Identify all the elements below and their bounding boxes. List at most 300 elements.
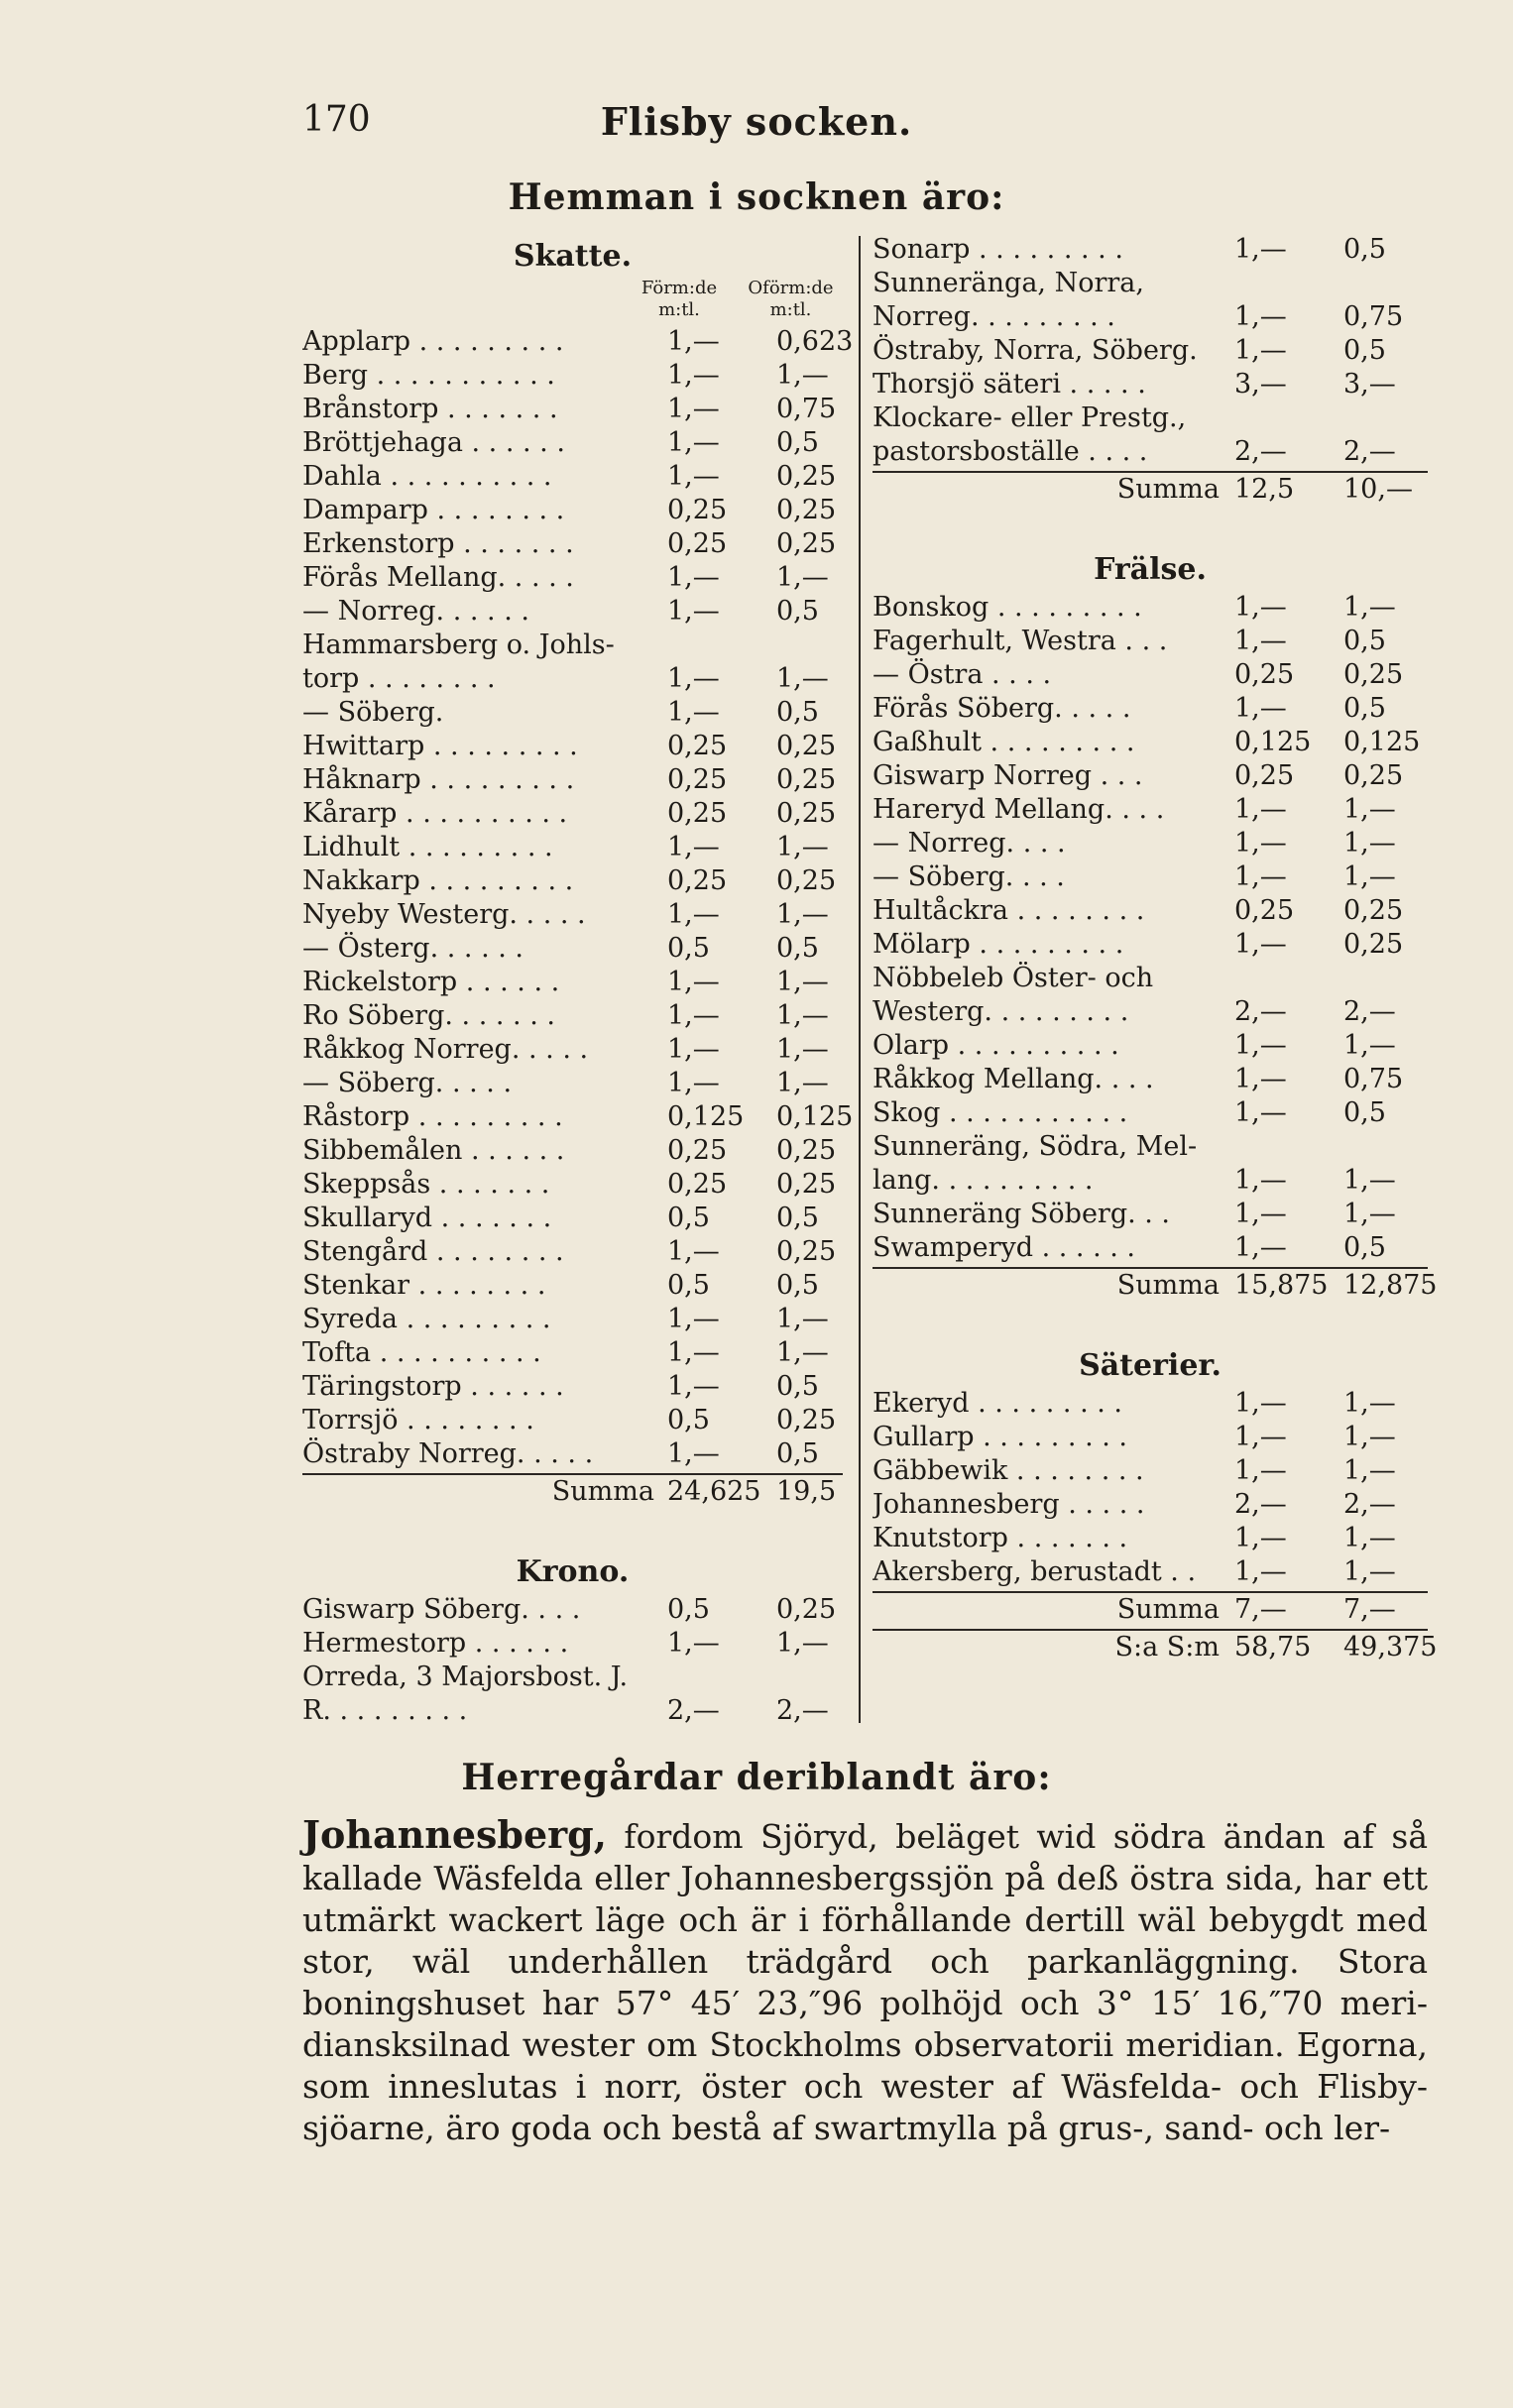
row-value-oformedlade: 0,5 <box>1343 234 1386 265</box>
row-name: Syreda . . . . . . . . . <box>302 1304 551 1334</box>
row-name: Nöbbeleb Öster- och Westerg. . . . . . . . . <box>873 963 1154 1027</box>
row-value-oformedlade: 0,25 <box>776 1236 837 1267</box>
column-header-formedlade: Förm:de m:tl. <box>640 278 718 320</box>
row-name: Tofta . . . . . . . . . . <box>302 1337 541 1368</box>
row-value-oformedlade: 0,5 <box>776 697 819 728</box>
row-name: Gullarp . . . . . . . . . <box>873 1422 1128 1452</box>
row-value-formedlade: 0,5 <box>667 1594 710 1625</box>
row-value-formedlade: 1,— <box>667 394 720 424</box>
row-value-formedlade: 1,— <box>1234 794 1287 825</box>
skatte-continued-table <box>873 233 1428 469</box>
row-value-oformedlade: 0,25 <box>1343 929 1404 960</box>
section-title-saterier: Säterier. <box>1079 1348 1222 1383</box>
row-value-oformedlade: 1,— <box>776 832 829 862</box>
row-name: Råkkog Norreg. . . . . <box>302 1034 589 1065</box>
summa-value-formedlade: 7,— <box>1234 1594 1287 1625</box>
row-value-oformedlade: 0,25 <box>1343 895 1404 926</box>
table-row <box>873 1231 1428 1265</box>
running-head <box>0 99 1513 159</box>
grand-total-row <box>873 1629 1438 1664</box>
table-row <box>302 527 843 561</box>
row-value-oformedlade: 0,25 <box>776 528 837 559</box>
table-row <box>302 1269 843 1303</box>
row-value-formedlade: 0,5 <box>667 933 710 964</box>
row-value-formedlade: 1,— <box>667 1438 720 1469</box>
row-value-formedlade: 1,— <box>1234 828 1287 859</box>
row-value-oformedlade: 1,— <box>1343 1030 1396 1061</box>
table-row <box>302 1100 854 1134</box>
row-value-oformedlade: 1,— <box>776 1068 829 1098</box>
row-value-formedlade: 0,25 <box>1234 895 1295 926</box>
row-value-oformedlade: 1,— <box>776 1000 829 1031</box>
table-row <box>873 658 1428 692</box>
row-value-formedlade: 0,25 <box>667 495 728 525</box>
row-name: Rickelstorp . . . . . . <box>302 967 560 997</box>
row-value-oformedlade: 1,— <box>1343 828 1396 859</box>
table-row <box>302 831 843 864</box>
row-value-oformedlade: 2,— <box>776 1695 829 1726</box>
row-value-formedlade: 1,— <box>667 1628 720 1659</box>
row-name: Thorsjö säteri . . . . . <box>873 369 1146 400</box>
row-value-oformedlade: 3,— <box>1343 369 1396 400</box>
row-value-formedlade: 1,— <box>667 663 720 694</box>
row-value-formedlade: 1,— <box>667 461 720 492</box>
table-row <box>302 1235 843 1269</box>
row-value-formedlade: 1,— <box>1234 592 1287 623</box>
row-value-formedlade: 1,— <box>1234 1455 1287 1486</box>
table-row <box>873 1421 1428 1454</box>
table-row <box>873 793 1428 827</box>
row-value-formedlade: 0,5 <box>667 1203 710 1233</box>
row-value-formedlade: 0,25 <box>667 1135 728 1166</box>
table-row <box>873 267 1428 334</box>
row-value-formedlade: 1,— <box>667 1371 720 1402</box>
row-value-oformedlade: 0,25 <box>776 495 837 525</box>
row-value-formedlade: 2,— <box>667 1695 720 1726</box>
row-value-oformedlade: 0,25 <box>1343 760 1404 791</box>
table-row <box>302 1134 843 1168</box>
row-value-formedlade: 1,— <box>1234 1064 1287 1094</box>
row-name: Förås Söberg. . . . . <box>873 693 1131 724</box>
column-divider <box>859 236 861 1723</box>
row-value-oformedlade: 0,25 <box>776 1169 837 1200</box>
summa-value-formedlade: 12,5 <box>1234 474 1295 505</box>
row-value-oformedlade: 1,— <box>776 1628 829 1659</box>
table-row <box>873 1454 1428 1488</box>
row-value-oformedlade: 1,— <box>1343 1388 1396 1419</box>
row-value-formedlade: 1,— <box>1234 1523 1287 1553</box>
skatte-continued-summa-row <box>873 471 1428 507</box>
table-row <box>302 999 843 1033</box>
row-name: Akersberg, berustadt . . <box>873 1556 1197 1587</box>
row-name: Hultåckra . . . . . . . . <box>873 895 1145 926</box>
row-value-formedlade: 1,— <box>667 596 720 627</box>
row-value-oformedlade: 1,— <box>1343 1523 1396 1553</box>
row-name: Östraby Norreg. . . . . <box>302 1438 594 1469</box>
table-row <box>302 1336 843 1370</box>
table-row <box>302 1661 843 1728</box>
row-value-oformedlade: 0,5 <box>776 427 819 458</box>
row-value-oformedlade: 0,5 <box>1343 693 1386 724</box>
row-value-formedlade: 1,— <box>667 1337 720 1368</box>
table-row <box>302 763 843 797</box>
table-row <box>302 325 854 359</box>
summa-value-oformedlade: 10,— <box>1343 474 1413 505</box>
row-value-oformedlade: 2,— <box>1343 1489 1396 1520</box>
row-value-oformedlade: 0,5 <box>776 1438 819 1469</box>
row-value-oformedlade: 0,5 <box>1343 335 1386 366</box>
row-value-oformedlade: 1,— <box>776 1337 829 1368</box>
row-value-formedlade: 1,— <box>667 360 720 391</box>
row-name: Hammarsberg o. Johls-torp . . . . . . . . <box>302 630 615 694</box>
row-value-oformedlade: 0,25 <box>776 1594 837 1625</box>
table-row <box>302 1627 843 1661</box>
row-name: Stenkar . . . . . . . . <box>302 1270 546 1301</box>
row-name: — Österg. . . . . . <box>302 933 524 964</box>
row-value-formedlade: 1,— <box>667 1068 720 1098</box>
table-row <box>302 1303 843 1336</box>
row-value-formedlade: 0,25 <box>1234 760 1295 791</box>
row-name: Hareryd Mellang. . . . <box>873 794 1165 825</box>
summa-label: Summa <box>1116 1270 1220 1301</box>
row-value-formedlade: 2,— <box>1234 436 1287 467</box>
row-value-formedlade: 0,25 <box>1234 659 1295 690</box>
row-value-formedlade: 0,25 <box>667 731 728 761</box>
table-row <box>873 726 1428 759</box>
row-value-formedlade: 1,— <box>1234 1030 1287 1061</box>
row-value-oformedlade: 0,75 <box>776 394 837 424</box>
row-name: Skeppsås . . . . . . . <box>302 1169 550 1200</box>
row-name: — Söberg. . . . . <box>302 1068 513 1098</box>
table-row <box>302 393 843 426</box>
skatte-summa-row <box>302 1473 843 1509</box>
row-name: Giswarp Norreg . . . <box>873 760 1143 791</box>
row-name: Skog . . . . . . . . . . . <box>873 1097 1128 1128</box>
row-name: — Söberg. . . . <box>873 861 1065 892</box>
estate-name: Johannesberg, <box>302 1812 607 1857</box>
row-value-oformedlade: 0,25 <box>776 1135 837 1166</box>
row-value-oformedlade: 0,5 <box>776 1203 819 1233</box>
row-name: — Norreg. . . . <box>873 828 1066 859</box>
row-value-oformedlade: 0,5 <box>776 596 819 627</box>
row-name: Hwittarp . . . . . . . . . <box>302 731 578 761</box>
row-value-oformedlade: 0,5 <box>776 933 819 964</box>
row-name: Gäbbewik . . . . . . . . <box>873 1455 1144 1486</box>
left-column <box>302 233 854 1728</box>
row-value-formedlade: 0,5 <box>667 1405 710 1435</box>
row-name: Sunneränga, Norra, Norreg. . . . . . . . . <box>873 268 1144 332</box>
row-value-oformedlade: 1,— <box>1343 1199 1396 1229</box>
row-name: Damparp . . . . . . . . <box>302 495 565 525</box>
section-title-fralse: Frälse. <box>1094 552 1207 587</box>
row-value-oformedlade: 1,— <box>1343 1422 1396 1452</box>
table-row <box>302 426 843 460</box>
summa-label: Summa <box>551 1476 654 1507</box>
row-value-oformedlade: 1,— <box>776 562 829 593</box>
row-name: Ro Söberg. . . . . . . <box>302 1000 555 1031</box>
row-value-oformedlade: 0,5 <box>1343 626 1386 656</box>
table-row <box>302 696 843 730</box>
row-name: Nakkarp . . . . . . . . . <box>302 865 574 896</box>
row-value-oformedlade: 1,— <box>776 899 829 930</box>
row-name: — Söberg. <box>302 697 444 728</box>
table-row <box>302 629 843 696</box>
row-name: Swamperyd . . . . . . <box>873 1232 1136 1263</box>
table-row <box>873 591 1428 625</box>
row-value-oformedlade: 1,— <box>1343 1455 1396 1486</box>
row-value-formedlade: 0,25 <box>667 528 728 559</box>
row-name: Nyeby Westerg. . . . . <box>302 899 586 930</box>
section-title-krono: Krono. <box>516 1554 630 1589</box>
row-name: Orreda, 3 Majorsbost. J. R. . . . . . . . . <box>302 1662 629 1726</box>
table-row <box>302 595 843 629</box>
row-value-oformedlade: 0,25 <box>776 865 837 896</box>
row-value-formedlade: 1,— <box>667 899 720 930</box>
row-value-formedlade: 1,— <box>1234 335 1287 366</box>
row-name: — Östra . . . . <box>873 659 1052 690</box>
row-value-formedlade: 1,— <box>667 832 720 862</box>
row-value-oformedlade: 1,— <box>1343 1556 1396 1587</box>
row-value-formedlade: 2,— <box>1234 1489 1287 1520</box>
row-value-oformedlade: 0,623 <box>776 326 854 357</box>
row-value-formedlade: 1,— <box>1234 1388 1287 1419</box>
table-row <box>873 962 1428 1029</box>
table-row <box>302 898 843 932</box>
table-row <box>302 1593 843 1627</box>
summa-value-oformedlade: 12,875 <box>1343 1270 1438 1301</box>
skatte-table <box>302 325 854 1471</box>
section-title-skatte: Skatte. <box>513 239 633 274</box>
table-row <box>873 1387 1428 1421</box>
row-name: Sunneräng Söberg. . . <box>873 1199 1171 1229</box>
row-value-formedlade: 1,— <box>667 427 720 458</box>
row-value-formedlade: 0,25 <box>667 1169 728 1200</box>
row-name: Råkkog Mellang. . . . <box>873 1064 1154 1094</box>
table-row <box>302 494 843 527</box>
row-value-oformedlade: 2,— <box>1343 436 1396 467</box>
row-name: — Norreg. . . . . . <box>302 596 529 627</box>
row-name: Sibbemålen . . . . . . <box>302 1135 565 1166</box>
table-row <box>873 1198 1428 1231</box>
saterier-table <box>873 1387 1428 1589</box>
parish-title: Flisby socken. <box>600 99 913 144</box>
summa-value-formedlade: 24,625 <box>667 1476 761 1507</box>
table-row <box>302 1033 843 1067</box>
table-row <box>302 460 843 494</box>
row-value-oformedlade: 1,— <box>776 1034 829 1065</box>
row-value-formedlade: 1,— <box>1234 1165 1287 1196</box>
table-row <box>302 1370 843 1404</box>
row-value-formedlade: 1,— <box>1234 929 1287 960</box>
table-row <box>873 894 1428 928</box>
row-name: Kårarp . . . . . . . . . . <box>302 798 568 829</box>
table-row <box>873 1522 1428 1555</box>
row-name: Sunneräng, Södra, Mel-lang. . . . . . . . . . <box>873 1131 1198 1196</box>
table-row <box>873 334 1428 368</box>
table-row <box>873 860 1428 894</box>
row-value-formedlade: 1,— <box>1234 1097 1287 1128</box>
table-row <box>302 1202 843 1235</box>
row-name: Berg . . . . . . . . . . . <box>302 360 555 391</box>
row-value-formedlade: 1,— <box>667 1034 720 1065</box>
row-value-oformedlade: 1,— <box>776 360 829 391</box>
table-row <box>873 625 1428 658</box>
table-row <box>873 1488 1428 1522</box>
row-value-oformedlade: 0,125 <box>776 1101 854 1132</box>
row-value-formedlade: 3,— <box>1234 369 1287 400</box>
row-name: Bonskog . . . . . . . . . <box>873 592 1142 623</box>
paragraph-text: fordom Sjöryd, beläget wid södra ändan af så kallade Wäsfelda eller Johannesbergssjön på deß östra sida, har ett utmärkt wackert läge och är i förhållande dertill wäl bebygdt med stor, wäl underhållen trädgård och parkanläggning. Stora boningshuset har 57° 45′ 23,″96 polhöjd och 3° 15′ 16,″70 meri- diansksilnad wester om Stockholms observatorii meridian. Egorna, som inneslutas i norr, öster och wester af Wäsfelda- och Flisby- sjöarne, äro goda och bestå af swartmylla på grus-, sand- och ler- <box>302 1817 1428 2147</box>
fralse-table <box>873 591 1428 1265</box>
table-row <box>873 401 1428 469</box>
row-value-formedlade: 1,— <box>1234 1422 1287 1452</box>
table-row <box>873 827 1428 860</box>
row-name: Giswarp Söberg. . . . <box>302 1594 581 1625</box>
table-row <box>873 1130 1428 1198</box>
row-value-formedlade: 1,— <box>1234 234 1287 265</box>
table-row <box>873 1063 1428 1096</box>
right-column <box>873 233 1438 1664</box>
table-row <box>873 1555 1428 1589</box>
row-name: Johannesberg . . . . . <box>873 1489 1145 1520</box>
table-row <box>302 730 843 763</box>
table-row <box>873 1096 1428 1130</box>
row-value-formedlade: 1,— <box>1234 1199 1287 1229</box>
row-value-oformedlade: 0,25 <box>1343 659 1404 690</box>
row-name: Östraby, Norra, Söberg. <box>873 335 1198 366</box>
row-value-oformedlade: 0,25 <box>776 731 837 761</box>
row-name: Skullaryd . . . . . . . <box>302 1203 552 1233</box>
row-name: Applarp . . . . . . . . . <box>302 326 564 357</box>
table-row <box>302 797 843 831</box>
row-name: Dahla . . . . . . . . . . <box>302 461 552 492</box>
table-row <box>302 864 843 898</box>
table-row <box>302 1168 843 1202</box>
saterier-summa-row <box>873 1591 1428 1627</box>
herregardar-heading: Herregårdar deriblandt äro: <box>461 1757 1052 1798</box>
row-value-formedlade: 1,— <box>1234 1556 1287 1587</box>
row-name: Ekeryd . . . . . . . . . <box>873 1388 1122 1419</box>
table-row <box>302 1437 843 1471</box>
row-value-formedlade: 1,— <box>1234 693 1287 724</box>
grand-total-formedlade: 58,75 <box>1234 1632 1312 1663</box>
row-value-oformedlade: 0,125 <box>1343 727 1421 757</box>
row-value-oformedlade: 1,— <box>776 1304 829 1334</box>
page-number: 170 <box>302 99 371 140</box>
row-name: Torrsjö . . . . . . . . <box>302 1405 534 1435</box>
row-name: Knutstorp . . . . . . . <box>873 1523 1128 1553</box>
grand-total-oformedlade: 49,375 <box>1343 1632 1438 1663</box>
row-name: Klockare- eller Prestg., pastorsboställe . . . . <box>873 402 1187 467</box>
table-row <box>873 368 1428 401</box>
row-value-formedlade: 0,25 <box>667 865 728 896</box>
summa-value-oformedlade: 7,— <box>1343 1594 1396 1625</box>
row-value-formedlade: 0,25 <box>667 764 728 795</box>
table-row <box>302 359 843 393</box>
row-value-formedlade: 1,— <box>667 1000 720 1031</box>
row-value-oformedlade: 1,— <box>776 663 829 694</box>
table-row <box>873 233 1428 267</box>
column-headers <box>302 278 843 325</box>
row-value-formedlade: 0,125 <box>667 1101 745 1132</box>
row-value-formedlade: 1,— <box>1234 301 1287 332</box>
row-value-formedlade: 1,— <box>1234 861 1287 892</box>
row-value-oformedlade: 0,25 <box>776 798 837 829</box>
row-name: Hermestorp . . . . . . <box>302 1628 569 1659</box>
row-value-oformedlade: 0,75 <box>1343 1064 1404 1094</box>
row-value-oformedlade: 0,5 <box>776 1371 819 1402</box>
row-name: Bröttjehaga . . . . . . <box>302 427 565 458</box>
row-value-formedlade: 1,— <box>667 1236 720 1267</box>
table-row <box>302 966 843 999</box>
table-row <box>873 928 1428 962</box>
row-name: Sonarp . . . . . . . . . <box>873 234 1123 265</box>
summa-label: Summa <box>1116 1594 1220 1625</box>
row-value-formedlade: 0,125 <box>1234 727 1312 757</box>
row-value-formedlade: 0,25 <box>667 798 728 829</box>
row-value-formedlade: 1,— <box>1234 1232 1287 1263</box>
row-value-oformedlade: 1,— <box>1343 1165 1396 1196</box>
table-row <box>302 1067 843 1100</box>
table-row <box>873 1029 1428 1063</box>
row-name: Håknarp . . . . . . . . . <box>302 764 575 795</box>
krono-table <box>302 1593 843 1728</box>
row-value-formedlade: 1,— <box>667 1304 720 1334</box>
row-value-formedlade: 1,— <box>667 697 720 728</box>
row-value-oformedlade: 2,— <box>1343 996 1396 1027</box>
column-header-oformedlade: Oförm:de m:tl. <box>748 278 834 320</box>
row-value-oformedlade: 0,75 <box>1343 301 1404 332</box>
row-value-oformedlade: 1,— <box>1343 592 1396 623</box>
row-name: Råstorp . . . . . . . . . <box>302 1101 563 1132</box>
row-name: Stengård . . . . . . . . <box>302 1236 564 1267</box>
row-value-oformedlade: 0,5 <box>1343 1232 1386 1263</box>
summa-value-oformedlade: 19,5 <box>776 1476 837 1507</box>
row-value-formedlade: 1,— <box>667 562 720 593</box>
grand-total-label: S:a S:m <box>1114 1632 1220 1663</box>
table-row <box>873 692 1428 726</box>
row-value-oformedlade: 0,25 <box>776 764 837 795</box>
row-value-oformedlade: 1,— <box>1343 794 1396 825</box>
fralse-summa-row <box>873 1267 1438 1303</box>
table-row <box>302 561 843 595</box>
row-name: Mölarp . . . . . . . . . <box>873 929 1124 960</box>
row-value-oformedlade: 1,— <box>1343 861 1396 892</box>
row-name: Förås Mellang. . . . . <box>302 562 574 593</box>
row-name: Olarp . . . . . . . . . . <box>873 1030 1119 1061</box>
row-value-formedlade: 2,— <box>1234 996 1287 1027</box>
table-row <box>302 1404 843 1437</box>
row-value-oformedlade: 0,5 <box>1343 1097 1386 1128</box>
row-value-formedlade: 1,— <box>667 326 720 357</box>
row-value-oformedlade: 1,— <box>776 967 829 997</box>
table-row <box>302 932 843 966</box>
row-name: Gaßhult . . . . . . . . . <box>873 727 1135 757</box>
row-name: Brånstorp . . . . . . . <box>302 394 558 424</box>
row-value-formedlade: 0,5 <box>667 1270 710 1301</box>
row-value-oformedlade: 0,25 <box>776 1405 837 1435</box>
row-value-oformedlade: 0,25 <box>776 461 837 492</box>
row-name: Täringstorp . . . . . . <box>302 1371 564 1402</box>
row-name: Erkenstorp . . . . . . . <box>302 528 574 559</box>
row-value-oformedlade: 0,5 <box>776 1270 819 1301</box>
row-value-formedlade: 1,— <box>667 967 720 997</box>
row-value-formedlade: 1,— <box>1234 626 1287 656</box>
summa-label: Summa <box>1116 474 1220 505</box>
row-name: Fagerhult, Westra . . . <box>873 626 1168 656</box>
table-row <box>873 759 1428 793</box>
herregardar-paragraph <box>302 1814 1428 2149</box>
